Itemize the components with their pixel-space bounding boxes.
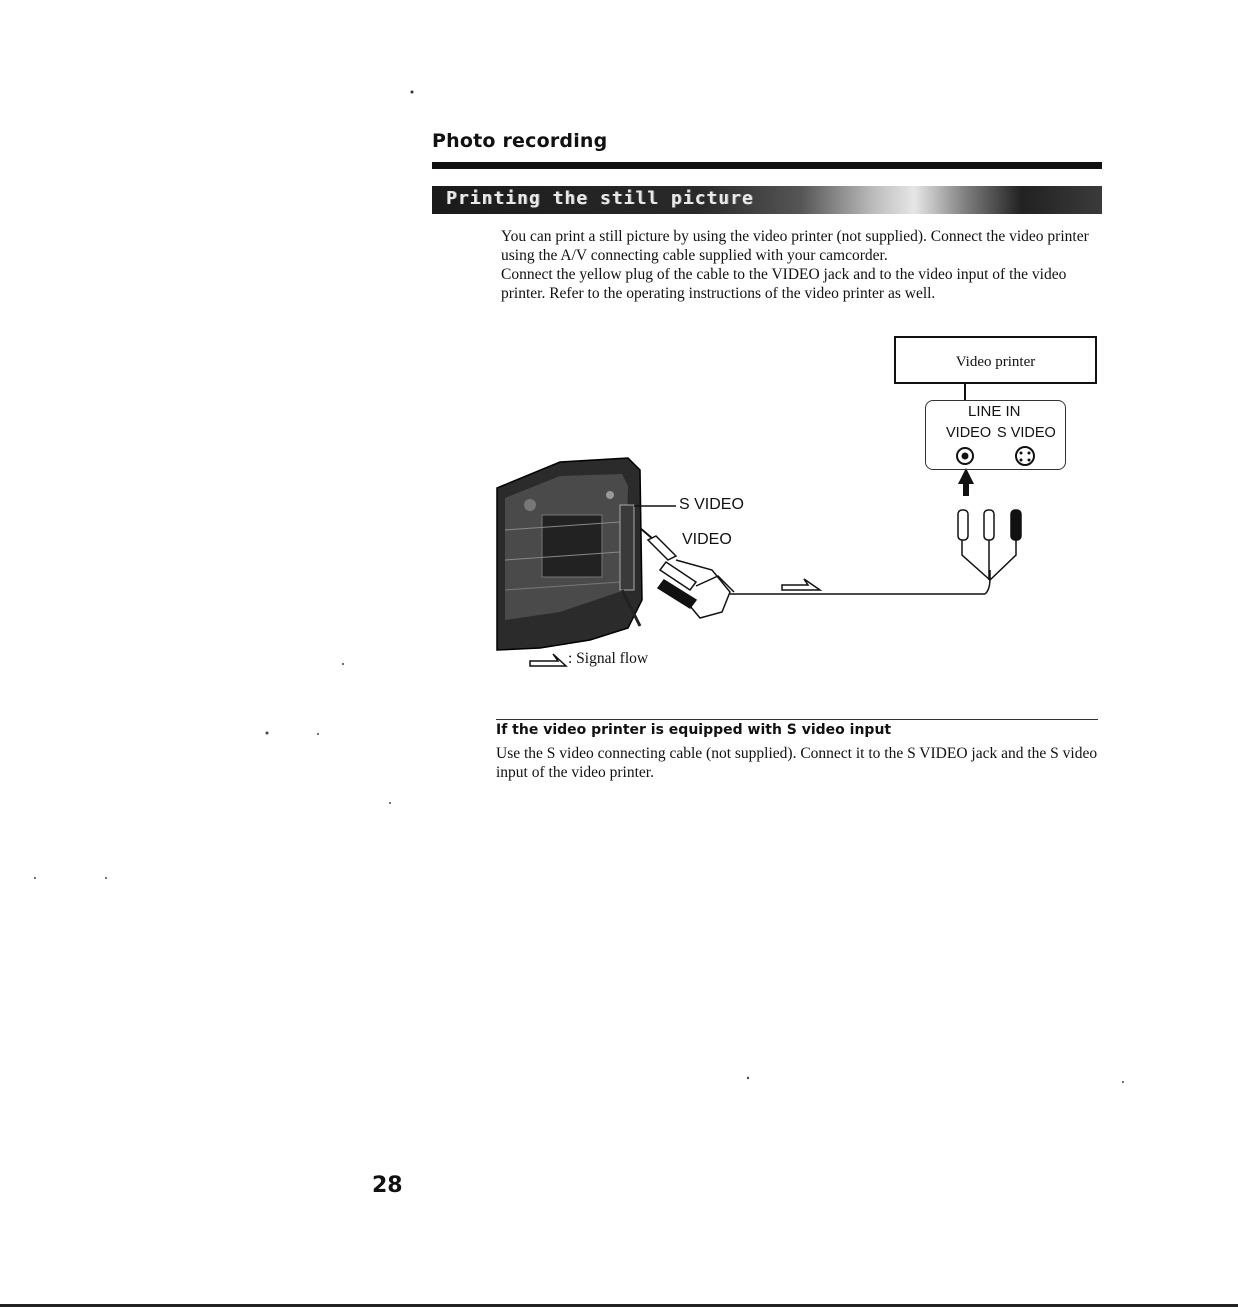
- intro-paragraph-1: You can print a still picture by using the video printer (not supplied). Connect the video printer using the A/V connecting cable supplied with your camcorder.: [501, 228, 1089, 264]
- up-arrow-icon: [958, 468, 974, 496]
- legend-signal-flow-icon: [530, 654, 566, 666]
- note-rule: [496, 719, 1098, 720]
- section-title: Photo recording: [432, 130, 608, 152]
- camera-svideo-label: S VIDEO: [679, 496, 744, 513]
- video-printer-box: Video printer: [894, 336, 1097, 384]
- page-bottom-edge: [0, 1304, 1238, 1307]
- line-in-label: LINE IN: [968, 403, 1021, 420]
- banner-title: Printing the still picture: [446, 188, 754, 209]
- signal-flow-arrow-icon: [782, 579, 820, 590]
- camera-video-label: VIDEO: [682, 531, 732, 548]
- topic-banner: [432, 186, 1102, 214]
- title-rule: [432, 162, 1102, 169]
- video-jack-label: VIDEO: [946, 425, 992, 441]
- note-heading: If the video printer is equipped with S video input: [496, 722, 892, 738]
- svideo-jack-label: S VIDEO: [997, 425, 1056, 441]
- intro-paragraph-2: Connect the yellow plug of the cable to the VIDEO jack and to the video input of the video printer. Refer to the operating instructions of the video printer as well.: [501, 266, 1067, 302]
- signal-flow-legend: : Signal flow: [568, 650, 649, 667]
- camcorder-illustration: [497, 458, 642, 650]
- note-text: Use the S video connecting cable (not supplied). Connect it to the S VIDEO jack and the S video input of the video printer.: [496, 745, 1098, 781]
- printer-plugs: [958, 510, 1021, 540]
- page-number: 28: [372, 1173, 403, 1198]
